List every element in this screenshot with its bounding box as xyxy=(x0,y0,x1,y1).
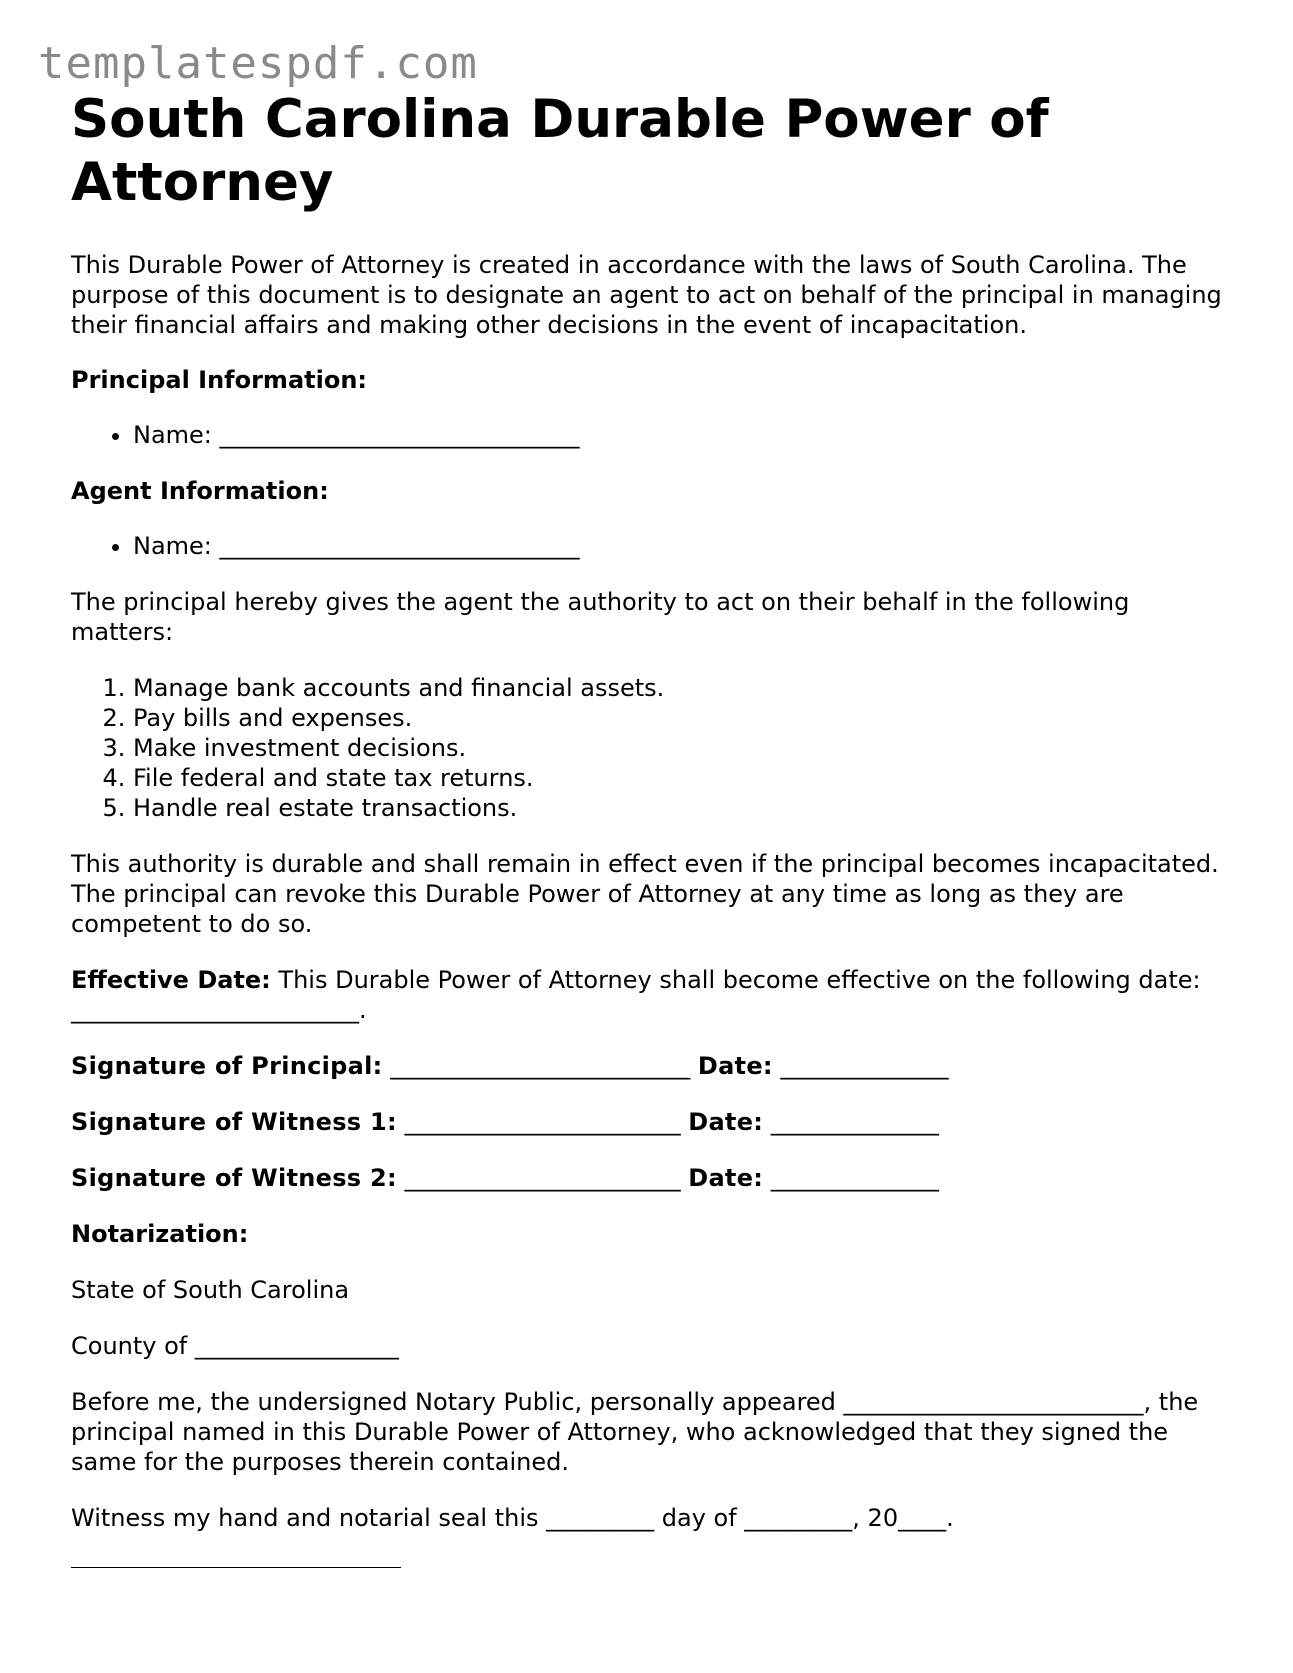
power-item: 3. Make investment decisions. xyxy=(133,733,1231,763)
witness-2-signature-label: Signature of Witness 2: xyxy=(71,1164,397,1192)
witness-1-signature-label: Signature of Witness 1: xyxy=(71,1108,397,1136)
witness-2-date-line: ______________ xyxy=(763,1164,939,1192)
witness-1-signature-line: _______________________ xyxy=(396,1108,689,1136)
notary-state: State of South Carolina xyxy=(71,1276,350,1304)
effective-date-text: This Durable Power of Attorney shall become effective on the following date: ________________________. xyxy=(71,966,1201,1024)
document-body xyxy=(71,88,1231,1568)
principal-signature-line: _________________________ xyxy=(382,1052,698,1080)
witness-1-signature-row xyxy=(71,1107,1231,1137)
witness-2-signature-row xyxy=(71,1163,1231,1193)
principal-date-line: ______________ xyxy=(772,1052,949,1080)
intro-paragraph: This Durable Power of Attorney is created in accordance with the laws of South Carolina. The purpose of this document is to designate an agent to act on behalf of the principal in managing their financial affairs and making other decisions in the event of incapacitation. xyxy=(71,251,1222,339)
principal-heading: Principal Information: xyxy=(71,366,368,394)
power-item: 2. Pay bills and expenses. xyxy=(133,703,1231,733)
notary-county: County of _________________ xyxy=(71,1332,399,1360)
agent-heading: Agent Information: xyxy=(71,477,329,505)
agent-name-field: • Name: ______________________________ xyxy=(133,531,1231,561)
powers-list xyxy=(71,673,1231,823)
power-item: 4. File federal and state tax returns. xyxy=(133,763,1231,793)
principal-signature-row xyxy=(71,1051,1231,1081)
notary-appearance-paragraph: Before me, the undersigned Notary Public, personally appeared _________________________, the principal named in this Durable Power of Attorney, who acknowledged that they signed the same for the purposes therein contained. xyxy=(71,1388,1199,1476)
witness-1-date-line: ______________ xyxy=(763,1108,939,1136)
authority-intro: The principal hereby gives the agent the authority to act on their behalf in the following matters: xyxy=(71,588,1130,646)
notarization-heading: Notarization: xyxy=(71,1220,249,1248)
principal-signature-label: Signature of Principal: xyxy=(71,1052,383,1080)
agent-list xyxy=(71,531,1231,561)
witness-2-signature-line: _______________________ xyxy=(396,1164,689,1192)
witness-1-date-label: Date: xyxy=(688,1108,764,1136)
notary-signature-line xyxy=(71,1567,401,1568)
principal-list xyxy=(71,420,1231,450)
watermark: templatespdf.com xyxy=(38,38,478,89)
document-title: South Carolina Durable Power of Attorney xyxy=(71,89,1049,213)
principal-name-field: • Name: ______________________________ xyxy=(133,420,1231,450)
durability-paragraph: This authority is durable and shall remain in effect even if the principal becomes incapacitated. The principal can revoke this Durable Power of Attorney at any time as long as they are competent to do so. xyxy=(71,850,1219,938)
notary-witness-line: Witness my hand and notarial seal this _________ day of _________, 20____. xyxy=(71,1504,954,1532)
witness-2-date-label: Date: xyxy=(688,1164,764,1192)
effective-date-label: Effective Date: xyxy=(71,966,271,994)
power-item: 5. Handle real estate transactions. xyxy=(133,793,1231,823)
effective-date-paragraph xyxy=(71,965,1231,1025)
principal-date-label: Date: xyxy=(697,1052,773,1080)
power-item: 1. Manage bank accounts and financial assets. xyxy=(133,673,1231,703)
